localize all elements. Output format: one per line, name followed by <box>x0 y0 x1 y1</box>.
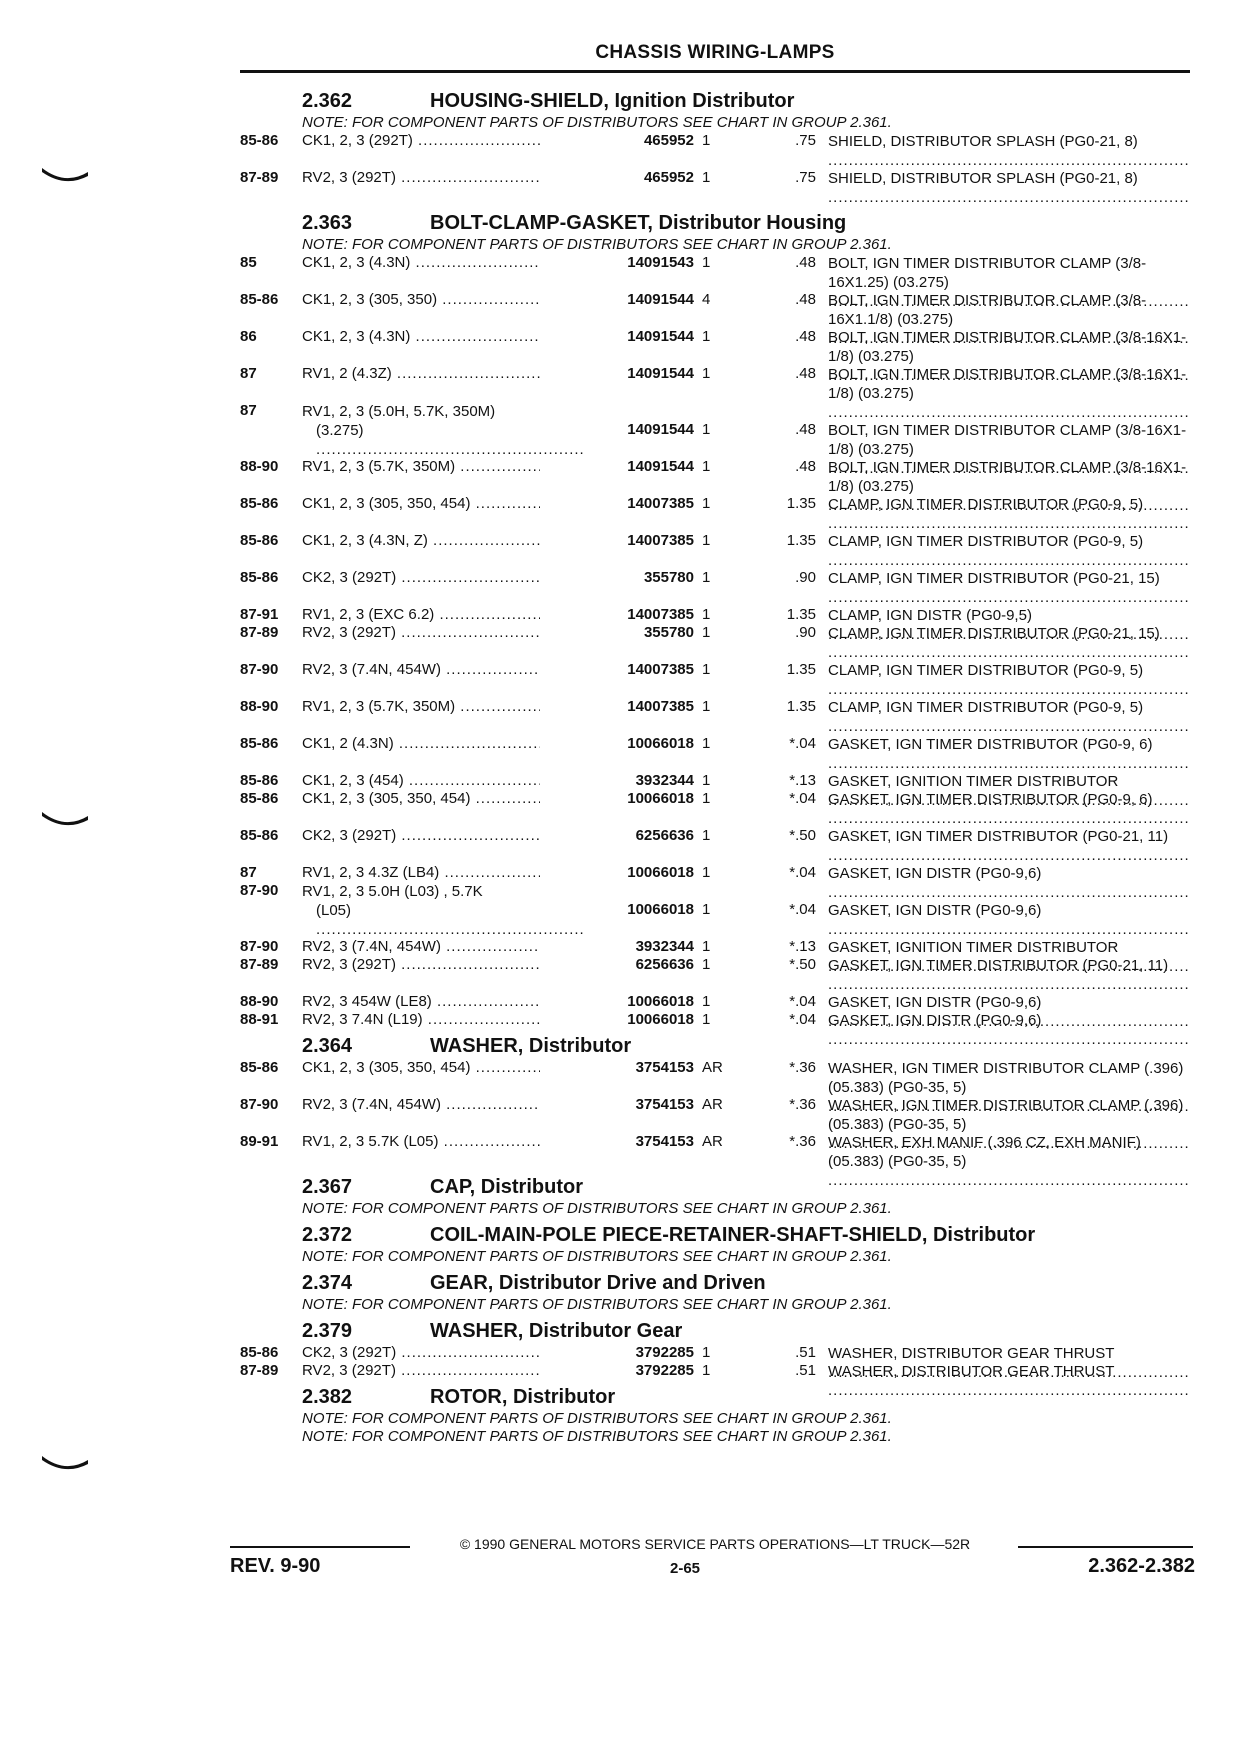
model-text: RV2, 3 7.4N (L19) ..... <box>302 1011 585 1028</box>
part-row <box>240 532 1195 569</box>
section-note: NOTE: FOR COMPONENT PARTS OF DISTRIBUTORS SEE CHART IN GROUP 2.361. <box>302 1200 892 1217</box>
part-row <box>240 661 1195 698</box>
footer-copyright: © 1990 GENERAL MOTORS SERVICE PARTS OPERATIONS—LT TRUCK—52R <box>459 1536 971 1552</box>
model-line: RV1, 2, 3 5.0H (L03) , 5.7K <box>302 883 483 900</box>
model-years: 85-86 <box>240 495 279 512</box>
description-text: GASKET, IGN TIMER DISTRIBUTOR (PG0-21, 11) ..... <box>828 828 1190 864</box>
list-price: .75 <box>795 132 816 149</box>
part-number: 14007385 <box>540 532 694 550</box>
model-text: RV1, 2, 3 (5.7K, 350M) ..... <box>302 698 585 715</box>
section-heading <box>240 90 1195 114</box>
description-text: WASHER, IGN TIMER DISTRIBUTOR CLAMP (.396) (05.383) (PG0-35, 5) ..... <box>828 1060 1190 1115</box>
part-row <box>240 1133 1195 1170</box>
section-title: WASHER, Distributor Gear <box>430 1320 683 1342</box>
model-text: CK1, 2, 3 (305, 350, 454) ..... <box>302 1059 585 1076</box>
description-text: SHIELD, DISTRIBUTOR SPLASH (PG0-21, 8) ..... <box>828 133 1190 169</box>
model-years: 85-86 <box>240 569 279 586</box>
part-number: 14007385 <box>540 495 694 513</box>
section-title: CAP, Distributor <box>430 1176 583 1198</box>
section-title: HOUSING-SHIELD, Ignition Distributor <box>430 90 795 112</box>
description-text: CLAMP, IGN TIMER DISTRIBUTOR (PG0-9, 5) ..... <box>828 496 1190 532</box>
part-description <box>828 624 1193 662</box>
part-number: 14091543 <box>540 254 694 272</box>
model-text: CK1, 2, 3 (454) ..... <box>302 772 585 789</box>
quantity: 1 <box>702 901 711 918</box>
part-number: 14007385 <box>540 606 694 624</box>
list-price: *.04 <box>789 1011 816 1028</box>
model-text: CK2, 3 (292T) ..... <box>302 569 585 586</box>
model-text: RV2, 3 (292T) ..... <box>302 956 585 973</box>
model-text: CK1, 2, 3 (305, 350) ..... <box>302 291 585 308</box>
part-number: 10066018 <box>540 993 694 1011</box>
model-years: 87-90 <box>240 661 279 678</box>
description-text: GASKET, IGN DISTR (PG0-9,6) ..... <box>828 1012 1190 1048</box>
quantity: 1 <box>702 624 711 641</box>
quantity: 1 <box>702 1362 711 1379</box>
model-years: 85-86 <box>240 772 279 789</box>
model-text: RV2, 3 (292T) ..... <box>302 1362 585 1379</box>
part-description <box>828 1011 1193 1049</box>
model-years: 87-89 <box>240 956 279 973</box>
description-text: BOLT, IGN TIMER DISTRIBUTOR CLAMP (3/8-16X1.25) (03.275) ..... <box>828 255 1190 310</box>
part-description <box>828 569 1193 607</box>
binder-hole-mark <box>40 1452 90 1474</box>
quantity: 1 <box>702 790 711 807</box>
section-note: NOTE: FOR COMPONENT PARTS OF DISTRIBUTORS SEE CHART IN GROUP 2.361. <box>302 1410 892 1427</box>
model-years: 88-91 <box>240 1011 279 1028</box>
description-text: GASKET, IGN TIMER DISTRIBUTOR (PG0-9, 6) ..... <box>828 736 1190 772</box>
part-row <box>240 827 1195 864</box>
section-number: 2.379 <box>302 1320 353 1342</box>
model-text: RV2, 3 (7.4N, 454W) ..... <box>302 1096 585 1113</box>
model-years: 88-90 <box>240 458 279 475</box>
part-description <box>828 1133 1193 1190</box>
part-row <box>240 624 1195 661</box>
description-text: BOLT, IGN TIMER DISTRIBUTOR CLAMP (3/8-16X1.1/8) (03.275) ..... <box>828 292 1190 347</box>
model-years: 85-86 <box>240 1344 279 1361</box>
part-number: 14091544 <box>540 291 694 309</box>
model-text: RV2, 3 454W (LE8) ..... <box>302 993 585 1010</box>
part-row <box>240 1096 1195 1133</box>
quantity: 1 <box>702 132 711 149</box>
description-text: CLAMP, IGN TIMER DISTRIBUTOR (PG0-9, 5) ..... <box>828 533 1190 569</box>
description-text: CLAMP, IGN TIMER DISTRIBUTOR (PG0-21, 15) ..... <box>828 570 1190 606</box>
model-years: 87-91 <box>240 606 279 623</box>
part-number: 10066018 <box>540 735 694 753</box>
model-years: 85-86 <box>240 132 279 149</box>
quantity: AR <box>702 1096 723 1113</box>
model-years: 85-86 <box>240 291 279 308</box>
part-row <box>240 132 1195 169</box>
quantity: 1 <box>702 254 711 271</box>
part-row <box>240 458 1195 495</box>
part-row <box>240 254 1195 291</box>
footer-revision: REV. 9-90 <box>230 1555 321 1577</box>
part-row <box>240 402 1195 458</box>
model-text: CK1, 2, 3 (305, 350, 454) ..... <box>302 495 585 512</box>
part-number: 3792285 <box>540 1344 694 1362</box>
model-years: 88-90 <box>240 993 279 1010</box>
description-text: GASKET, IGNITION TIMER DISTRIBUTOR ..... <box>828 939 1190 975</box>
section-note: NOTE: FOR COMPONENT PARTS OF DISTRIBUTORS SEE CHART IN GROUP 2.361. <box>302 1296 892 1313</box>
list-price: .75 <box>795 169 816 186</box>
description-text: BOLT, IGN TIMER DISTRIBUTOR CLAMP (3/8-16X1-1/8) (03.275) ..... <box>828 459 1190 514</box>
footer-section-range: 2.362-2.382 <box>1088 1555 1195 1577</box>
part-row <box>240 365 1195 402</box>
part-number: 14091544 <box>540 421 694 439</box>
footer-rule-right <box>1018 1546 1193 1548</box>
part-number: 465952 <box>540 132 694 150</box>
quantity: 1 <box>702 772 711 789</box>
part-description <box>828 901 1193 939</box>
model-years: 89-91 <box>240 1133 279 1150</box>
list-price: *.04 <box>789 993 816 1010</box>
quantity: 1 <box>702 1011 711 1028</box>
list-price: *.36 <box>789 1059 816 1076</box>
model-years: 85-86 <box>240 1059 279 1076</box>
description-text: CLAMP, IGN TIMER DISTRIBUTOR (PG0-9, 5) ..... <box>828 662 1190 698</box>
list-price: .48 <box>795 365 816 382</box>
description-text: CLAMP, IGN TIMER DISTRIBUTOR (PG0-21, 15) ..... <box>828 625 1190 661</box>
quantity: AR <box>702 1133 723 1150</box>
part-number: 3792285 <box>540 1362 694 1380</box>
model-text: RV1, 2 (4.3Z) ..... <box>302 365 585 382</box>
description-text: GASKET, IGN TIMER DISTRIBUTOR (PG0-21, 11) ..... <box>828 957 1190 993</box>
quantity: 1 <box>702 328 711 345</box>
list-price: 1.35 <box>786 532 816 549</box>
section-note: NOTE: FOR COMPONENT PARTS OF DISTRIBUTORS SEE CHART IN GROUP 2.361. <box>302 1428 892 1445</box>
section-number: 2.382 <box>302 1386 353 1408</box>
description-text: WASHER, IGN TIMER DISTRIBUTOR CLAMP (.396) (05.383) (PG0-35, 5) ..... <box>828 1097 1190 1152</box>
model-text: CK1, 2, 3 (4.3N) ..... <box>302 328 585 345</box>
part-number: 465952 <box>540 169 694 187</box>
part-description <box>828 956 1193 994</box>
section-note: NOTE: FOR COMPONENT PARTS OF DISTRIBUTORS SEE CHART IN GROUP 2.361. <box>302 1248 892 1265</box>
model-years: 85-86 <box>240 827 279 844</box>
section-number: 2.372 <box>302 1224 353 1246</box>
part-description <box>828 827 1193 865</box>
list-price: .51 <box>795 1344 816 1361</box>
part-row <box>240 569 1195 606</box>
part-number: 3932344 <box>540 938 694 956</box>
quantity: 1 <box>702 698 711 715</box>
footer-rule-left <box>230 1546 410 1548</box>
description-text: BOLT, IGN TIMER DISTRIBUTOR CLAMP (3/8-16X1-1/8) (03.275) ..... <box>828 366 1190 421</box>
part-description <box>828 698 1193 736</box>
list-price: *.04 <box>789 864 816 881</box>
list-price: *.04 <box>789 735 816 752</box>
part-description <box>828 495 1193 533</box>
description-text: CLAMP, IGN DISTR (PG0-9,5) ..... <box>828 607 1190 643</box>
section-number: 2.367 <box>302 1176 353 1198</box>
section-heading <box>240 212 1195 236</box>
model-years: 86 <box>240 328 257 345</box>
description-text: GASKET, IGN DISTR (PG0-9,6) ..... <box>828 994 1190 1030</box>
part-number: 6256636 <box>540 956 694 974</box>
part-row <box>240 790 1195 827</box>
part-row <box>240 938 1195 956</box>
list-price: .48 <box>795 458 816 475</box>
part-row <box>240 291 1195 328</box>
binder-hole-mark <box>40 164 90 186</box>
quantity: 1 <box>702 735 711 752</box>
footer-page-number: 2-65 <box>670 1560 701 1577</box>
model-years: 87-90 <box>240 1096 279 1113</box>
list-price: .48 <box>795 421 816 438</box>
quantity: 1 <box>702 569 711 586</box>
part-number: 3754153 <box>540 1059 694 1077</box>
model-text: RV2, 3 (292T) ..... <box>302 169 585 186</box>
model-text: CK1, 2, 3 (4.3N) ..... <box>302 254 585 271</box>
quantity: 1 <box>702 827 711 844</box>
model-text: RV1, 2, 3 (5.7K, 350M) ..... <box>302 458 585 475</box>
section-note: NOTE: FOR COMPONENT PARTS OF DISTRIBUTORS SEE CHART IN GROUP 2.361. <box>302 236 892 253</box>
section-title: GEAR, Distributor Drive and Driven <box>430 1272 766 1294</box>
model-text: RV2, 3 (7.4N, 454W) ..... <box>302 938 585 955</box>
model-years: 87-89 <box>240 1362 279 1379</box>
list-price: .90 <box>795 569 816 586</box>
section-title: COIL-MAIN-POLE PIECE-RETAINER-SHAFT-SHIELD, Distributor <box>430 1224 1036 1246</box>
section-title: ROTOR, Distributor <box>430 1386 616 1408</box>
quantity: 1 <box>702 169 711 186</box>
model-years: 87 <box>240 402 257 419</box>
quantity: 1 <box>702 956 711 973</box>
section-title: BOLT-CLAMP-GASKET, Distributor Housing <box>430 212 847 234</box>
model-years: 87-89 <box>240 169 279 186</box>
list-price: .48 <box>795 291 816 308</box>
description-text: WASHER, DISTRIBUTOR GEAR THRUST ..... <box>828 1363 1190 1399</box>
part-row <box>240 606 1195 624</box>
part-number: 14091544 <box>540 458 694 476</box>
model-text: CK1, 2, 3 (4.3N, Z) ..... <box>302 532 585 549</box>
part-number: 3754153 <box>540 1096 694 1114</box>
part-number: 10066018 <box>540 864 694 882</box>
model-text: RV1, 2, 3 5.7K (L05) ..... <box>302 1133 585 1150</box>
list-price: *.04 <box>789 901 816 918</box>
quantity: 1 <box>702 864 711 881</box>
quantity: AR <box>702 1059 723 1076</box>
list-price: *.04 <box>789 790 816 807</box>
list-price: *.50 <box>789 827 816 844</box>
header-rule <box>240 70 1190 73</box>
list-price: .51 <box>795 1362 816 1379</box>
description-text: WASHER, DISTRIBUTOR GEAR THRUST ..... <box>828 1345 1190 1381</box>
model-text: CK1, 2, 3 (292T) ..... <box>302 132 585 149</box>
part-number: 14091544 <box>540 365 694 383</box>
section-number: 2.374 <box>302 1272 353 1294</box>
section-number: 2.363 <box>302 212 353 234</box>
model-years: 88-90 <box>240 698 279 715</box>
parts-listing <box>240 84 1195 1446</box>
quantity: 1 <box>702 365 711 382</box>
model-years: 87-90 <box>240 938 279 955</box>
quantity: 1 <box>702 532 711 549</box>
section-heading <box>240 1272 1195 1296</box>
part-row <box>240 864 1195 882</box>
quantity: 1 <box>702 993 711 1010</box>
list-price: *.13 <box>789 938 816 955</box>
part-number: 14007385 <box>540 698 694 716</box>
part-row <box>240 993 1195 1011</box>
description-text: BOLT, IGN TIMER DISTRIBUTOR CLAMP (3/8-16X1-1/8) (03.275) ..... <box>828 422 1190 477</box>
part-row <box>240 1362 1195 1380</box>
model-text: CK1, 2 (4.3N) ..... <box>302 735 585 752</box>
list-price: .90 <box>795 624 816 641</box>
part-description <box>828 132 1193 170</box>
model-text: RV2, 3 (292T) ..... <box>302 624 585 641</box>
model-years: 87-90 <box>240 882 279 899</box>
part-row <box>240 772 1195 790</box>
description-text: SHIELD, DISTRIBUTOR SPLASH (PG0-21, 8) ..... <box>828 170 1190 206</box>
quantity: 1 <box>702 938 711 955</box>
description-text: CLAMP, IGN TIMER DISTRIBUTOR (PG0-9, 5) ..... <box>828 699 1190 735</box>
binder-hole-mark <box>40 808 90 830</box>
part-row <box>240 495 1195 532</box>
part-row <box>240 1059 1195 1096</box>
part-number: 3932344 <box>540 772 694 790</box>
description-text: WASHER, EXH MANIF (.396 CZ, EXH MANIF) (05.383) (PG0-35, 5) ..... <box>828 1134 1190 1189</box>
list-price: *.50 <box>789 956 816 973</box>
model-line: RV1, 2, 3 (5.0H, 5.7K, 350M) <box>302 403 496 420</box>
list-price: 1.35 <box>786 606 816 623</box>
section-title: WASHER, Distributor <box>430 1035 632 1057</box>
description-text: BOLT, IGN TIMER DISTRIBUTOR CLAMP (3/8-16X1-1/8) (03.275) ..... <box>828 329 1190 384</box>
list-price: *.36 <box>789 1096 816 1113</box>
list-price: .48 <box>795 254 816 271</box>
part-number: 3754153 <box>540 1133 694 1151</box>
quantity: 1 <box>702 661 711 678</box>
list-price: 1.35 <box>786 698 816 715</box>
part-row <box>240 882 1195 938</box>
model-years: 87-89 <box>240 624 279 641</box>
part-row <box>240 1011 1195 1029</box>
model-line-text: (L05) ..... <box>316 902 585 938</box>
part-row <box>240 735 1195 772</box>
description-text: GASKET, IGN DISTR (PG0-9,6) ..... <box>828 902 1190 938</box>
list-price: *.36 <box>789 1133 816 1150</box>
section-heading <box>240 1320 1195 1344</box>
model-text: CK1, 2, 3 (305, 350, 454) ..... <box>302 790 585 807</box>
part-description <box>828 661 1193 699</box>
part-description <box>828 735 1193 773</box>
page-header-title: CHASSIS WIRING-LAMPS <box>595 42 835 63</box>
part-description <box>828 169 1193 207</box>
description-text: GASKET, IGN TIMER DISTRIBUTOR (PG0-9, 6) ..... <box>828 791 1190 827</box>
part-number: 355780 <box>540 624 694 642</box>
part-number: 355780 <box>540 569 694 587</box>
model-years: 85-86 <box>240 790 279 807</box>
section-note: NOTE: FOR COMPONENT PARTS OF DISTRIBUTORS SEE CHART IN GROUP 2.361. <box>302 114 892 131</box>
description-text: GASKET, IGNITION TIMER DISTRIBUTOR ..... <box>828 773 1190 809</box>
part-row <box>240 328 1195 365</box>
part-row <box>240 1344 1195 1362</box>
model-years: 85 <box>240 254 257 271</box>
part-number: 10066018 <box>540 1011 694 1029</box>
section-heading <box>240 1224 1195 1248</box>
part-description <box>828 1362 1193 1400</box>
quantity: 1 <box>702 606 711 623</box>
model-text: RV1, 2, 3 4.3Z (LB4) ..... <box>302 864 585 881</box>
model-text: CK2, 3 (292T) ..... <box>302 1344 585 1361</box>
model-text: RV1, 2, 3 (EXC 6.2) ..... <box>302 606 585 623</box>
list-price: 1.35 <box>786 495 816 512</box>
quantity: 1 <box>702 1344 711 1361</box>
description-text: GASKET, IGN DISTR (PG0-9,6) ..... <box>828 865 1190 901</box>
part-description <box>828 790 1193 828</box>
model-line-text: (3.275) ..... <box>316 422 585 458</box>
quantity: 1 <box>702 421 711 438</box>
part-number: 10066018 <box>540 790 694 808</box>
part-row <box>240 956 1195 993</box>
model-text: CK2, 3 (292T) ..... <box>302 827 585 844</box>
part-number: 14007385 <box>540 661 694 679</box>
model-years: 87 <box>240 365 257 382</box>
model-years: 85-86 <box>240 735 279 752</box>
part-number: 10066018 <box>540 901 694 919</box>
quantity: 1 <box>702 458 711 475</box>
model-years: 85-86 <box>240 532 279 549</box>
list-price: *.13 <box>789 772 816 789</box>
model-years: 87 <box>240 864 257 881</box>
part-number: 6256636 <box>540 827 694 845</box>
section-number: 2.364 <box>302 1035 353 1057</box>
quantity: 1 <box>702 495 711 512</box>
list-price: 1.35 <box>786 661 816 678</box>
list-price: .48 <box>795 328 816 345</box>
part-description <box>828 532 1193 570</box>
part-row <box>240 169 1195 206</box>
quantity: 4 <box>702 291 711 308</box>
part-number: 14091544 <box>540 328 694 346</box>
section-number: 2.362 <box>302 90 353 112</box>
model-text: RV2, 3 (7.4N, 454W) ..... <box>302 661 585 678</box>
part-row <box>240 698 1195 735</box>
